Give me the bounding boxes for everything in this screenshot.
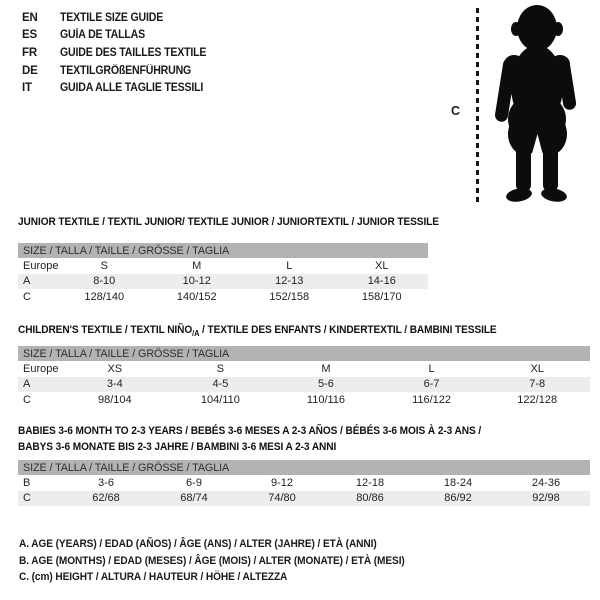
table-cell: L xyxy=(286,259,293,272)
babies-size-table xyxy=(18,460,590,506)
babies-section-title-line1: BABIES 3-6 MONTH TO 2-3 YEARS / BEBÉS 3-6 MESES A 2-3 AÑOS / BÉBÉS 3-6 MOIS À 2-3 ANS / xyxy=(18,425,482,437)
table-cell: 152/158 xyxy=(269,290,310,303)
children-size-table xyxy=(18,346,590,408)
table-row-months xyxy=(18,475,590,491)
table-cell: 110/116 xyxy=(306,393,346,406)
table-cell: 128/140 xyxy=(84,290,125,303)
language-list xyxy=(22,9,219,97)
table-cell: 80/86 xyxy=(326,491,414,507)
legend-text: C. (cm) HEIGHT / ALTURA / HAUTEUR / HÖHE / ALTEZZA xyxy=(19,571,288,583)
language-code: DE xyxy=(22,64,38,77)
measurement-legend xyxy=(19,538,438,588)
size-header-row xyxy=(18,243,428,258)
language-code: IT xyxy=(22,82,32,95)
babies-section-title xyxy=(18,424,521,455)
table-cell: 68/74 xyxy=(150,491,238,507)
table-cell: 5-6 xyxy=(273,377,379,393)
table-cell: L xyxy=(428,362,435,375)
row-label: C xyxy=(23,290,31,303)
title-part: CHILDREN'S TEXTILE / TEXTIL NIÑO xyxy=(18,324,193,336)
table-cell: 24-36 xyxy=(531,476,561,489)
size-header: SIZE / TALLA / TAILLE / GRÖSSE / TAGLIA xyxy=(18,460,590,475)
table-cell: 6-7 xyxy=(379,377,485,393)
table-cell: 3-6 xyxy=(98,476,114,489)
table-cell: XS xyxy=(107,362,123,375)
table-cell: 140/152 xyxy=(176,290,217,303)
language-label: GUIDE DES TAILLES TEXTILE xyxy=(60,46,207,59)
table-row-europe xyxy=(18,361,590,377)
table-cell: XL xyxy=(530,362,544,375)
table-cell: 4-5 xyxy=(168,377,274,393)
children-section-title-text xyxy=(18,324,497,338)
language-label: GUÍA DE TALLAS xyxy=(60,29,145,42)
language-code: FR xyxy=(22,46,37,59)
table-cell: M xyxy=(192,259,202,272)
junior-section-title xyxy=(18,216,476,228)
language-row-en xyxy=(22,9,219,27)
language-row-fr xyxy=(22,44,219,62)
legend-text: B. AGE (MONTHS) / EDAD (MESES) / ÂGE (MOIS) / ALTER (MONATE) / ETÀ (MESI) xyxy=(19,554,405,567)
table-cell: 7-8 xyxy=(484,377,590,393)
table-cell: S xyxy=(216,362,225,375)
table-cell: 122/128 xyxy=(517,393,558,406)
table-row-height xyxy=(18,491,590,507)
table-row-height xyxy=(18,289,428,305)
row-label: Europe xyxy=(23,362,59,375)
table-cell: S xyxy=(100,259,108,272)
row-label: Europe xyxy=(23,259,59,272)
language-row-es xyxy=(22,27,219,45)
table-row-height xyxy=(18,392,590,408)
junior-section-title-text: JUNIOR TEXTILE / TEXTIL JUNIOR/ TEXTILE JUNIOR / JUNIORTEXTIL / JUNIOR TESSILE xyxy=(18,216,439,228)
table-row-age xyxy=(18,377,590,393)
row-label: A xyxy=(18,377,62,393)
table-cell: 158/170 xyxy=(361,290,402,303)
language-code: ES xyxy=(22,29,37,42)
title-part: / TEXTILE DES ENFANTS / KINDERTEXTIL / BAMBINI TESSILE xyxy=(199,324,497,336)
table-cell: XL xyxy=(375,259,389,272)
table-cell: 9-12 xyxy=(270,476,294,489)
table-cell: 74/80 xyxy=(238,491,326,507)
language-row-it xyxy=(22,79,219,97)
row-label: A xyxy=(18,274,58,290)
table-row-europe xyxy=(18,258,428,274)
legend-row-b xyxy=(19,555,438,572)
legend-text: A. AGE (YEARS) / EDAD (AÑOS) / ÂGE (ANS) / ALTER (JAHRE) / ETÀ (ANNI) xyxy=(19,538,377,550)
size-header: SIZE / TALLA / TAILLE / GRÖSSE / TAGLIA xyxy=(18,243,428,258)
table-cell: 116/122 xyxy=(412,393,452,406)
language-row-de xyxy=(22,62,219,80)
table-cell: 12-18 xyxy=(355,476,385,489)
table-cell: 10-12 xyxy=(151,274,244,290)
junior-size-table xyxy=(18,243,428,305)
table-cell: 12-13 xyxy=(243,274,336,290)
legend-row-a xyxy=(19,538,438,555)
row-label: B xyxy=(23,476,31,489)
table-cell: 3-4 xyxy=(62,377,168,393)
baby-silhouette-icon xyxy=(483,2,589,210)
size-header-row xyxy=(18,460,590,475)
size-header-row xyxy=(18,346,590,361)
babies-section-title-line2: BABYS 3-6 MONATE BIS 2-3 JAHRE / BAMBINI 3-6 MESI A 2-3 ANNI xyxy=(18,440,337,453)
table-row-age xyxy=(18,274,428,290)
table-cell: 92/98 xyxy=(502,491,590,507)
language-code: EN xyxy=(22,11,38,24)
language-label: TEXTILGRÖßENFÜHRUNG xyxy=(60,64,192,77)
table-cell: M xyxy=(321,362,331,375)
row-label: C xyxy=(23,393,31,406)
language-label: GUIDA ALLE TAGLIE TESSILI xyxy=(60,82,204,95)
size-header: SIZE / TALLA / TAILLE / GRÖSSE / TAGLIA xyxy=(18,346,590,361)
table-cell: 6-9 xyxy=(186,476,202,489)
table-cell: 86/92 xyxy=(414,491,502,507)
table-cell: 98/104 xyxy=(97,393,132,406)
height-measure-label: C xyxy=(451,104,461,118)
legend-row-c xyxy=(19,571,438,588)
children-section-title xyxy=(18,324,538,338)
row-label: C xyxy=(18,491,62,507)
table-cell: 8-10 xyxy=(58,274,151,290)
table-cell: 14-16 xyxy=(336,274,429,290)
table-cell: 18-24 xyxy=(443,476,473,489)
title-subscript: /A xyxy=(192,329,200,339)
table-cell: 62/68 xyxy=(62,491,150,507)
height-dotted-line xyxy=(476,8,479,206)
table-cell: 104/110 xyxy=(200,393,240,406)
language-label: TEXTILE SIZE GUIDE xyxy=(60,11,164,24)
